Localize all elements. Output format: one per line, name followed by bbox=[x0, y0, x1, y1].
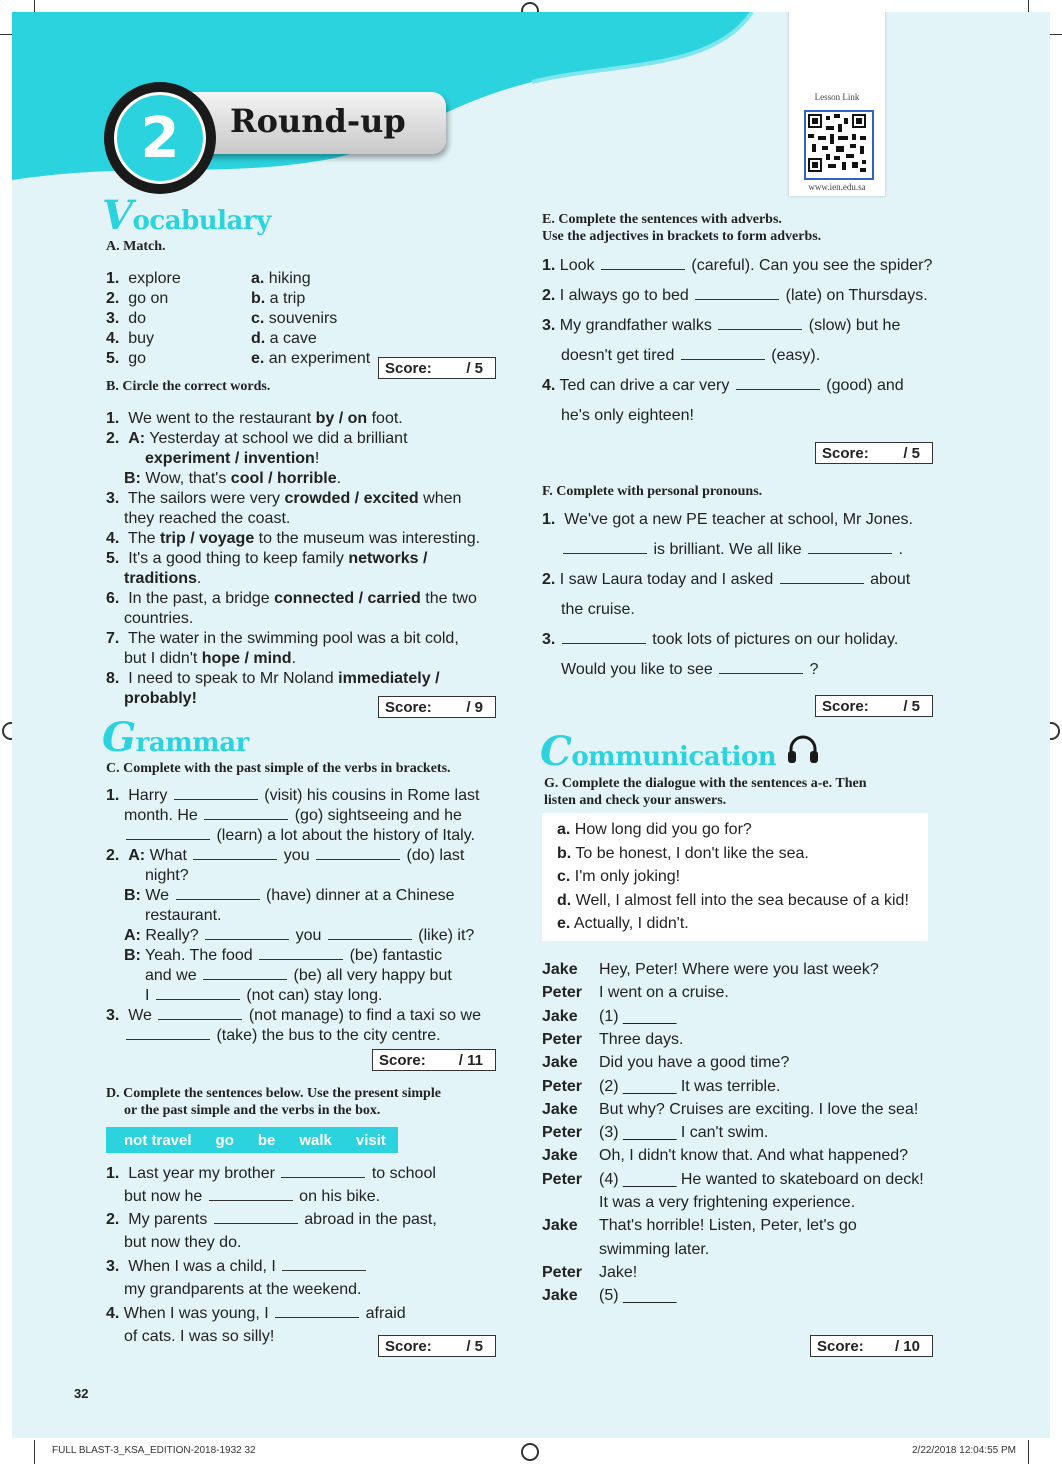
dialogue-line: Oh, I didn't know that. And what happened? bbox=[599, 1147, 909, 1165]
list-item: B: Yeah. The food (be) fantastic bbox=[124, 947, 443, 964]
list-item: they reached the coast. bbox=[124, 510, 291, 527]
dialogue-line: (2) ______ It was terrible. bbox=[599, 1077, 781, 1095]
website-label: www.ien.edu.sa bbox=[808, 182, 866, 192]
instruction-g-line1: G. Complete the dialogue with the sentences a-e. Then bbox=[544, 776, 867, 791]
instruction-f: F. Complete with personal pronouns. bbox=[542, 484, 763, 499]
list-item: 3. My grandfather walks (slow) but he bbox=[542, 317, 901, 334]
dialogue-speaker: Jake bbox=[542, 1217, 578, 1235]
instruction-a: A. Match. bbox=[106, 239, 166, 254]
list-item: doesn't get tired (easy). bbox=[561, 347, 821, 364]
list-item: 4. The trip / voyage to the museum was interesting. bbox=[106, 530, 481, 547]
instruction-c: C. Complete with the past simple of the verbs in brackets. bbox=[106, 761, 451, 776]
list-item: 7. The water in the swimming pool was a bit cold, bbox=[106, 630, 459, 647]
qr-code-icon[interactable] bbox=[804, 110, 874, 180]
dialogue-line: But why? Cruises are exciting. I love the sea! bbox=[599, 1100, 919, 1118]
dialogue-line: swimming later. bbox=[599, 1240, 710, 1258]
list-item: 2. I always go to bed (late) on Thursdays. bbox=[542, 287, 928, 304]
dialogue-speaker: Peter bbox=[542, 1170, 583, 1188]
list-item: the cruise. bbox=[561, 601, 635, 618]
option-item: e. Actually, I didn't. bbox=[557, 915, 689, 932]
option-item: c. I'm only joking! bbox=[557, 868, 681, 885]
list-item: 4. Ted can drive a car very (good) and bbox=[542, 377, 904, 394]
list-item: (take) the bus to the city centre. bbox=[124, 1026, 441, 1046]
match-left-item: 5. go bbox=[106, 350, 147, 367]
dialogue-speaker: Jake bbox=[542, 1054, 578, 1072]
dialogue-line: (3) ______ I can't swim. bbox=[599, 1124, 769, 1142]
registration-mark-icon bbox=[521, 1443, 539, 1461]
score-box-c[interactable]: Score: / 11 bbox=[372, 1049, 496, 1071]
communication-title: Communication bbox=[540, 728, 777, 775]
list-item: 3. When I was a child, I bbox=[106, 1257, 368, 1277]
list-item: 1. We went to the restaurant by / on foot. bbox=[106, 410, 403, 427]
word-box bbox=[106, 1127, 398, 1153]
dialogue-speaker: Peter bbox=[542, 1077, 583, 1095]
grammar-title: Grammar bbox=[102, 714, 249, 761]
score-box-b[interactable]: Score: / 9 bbox=[378, 696, 496, 718]
dialogue-speaker: Peter bbox=[542, 1030, 583, 1048]
match-left-item: 1. explore bbox=[106, 270, 181, 287]
list-item: 2. A: What you (do) last bbox=[106, 847, 465, 864]
dialogue-line: Did you have a good time? bbox=[599, 1054, 790, 1072]
vocabulary-title: Vocabulary bbox=[102, 192, 271, 239]
list-item: night? bbox=[145, 867, 189, 884]
list-item: month. He (go) sightseeing and he bbox=[124, 807, 462, 824]
instruction-e-line1: E. Complete the sentences with adverbs. bbox=[542, 212, 782, 227]
list-item: A: Really? you (like) it? bbox=[124, 927, 475, 944]
list-item: Would you like to see ? bbox=[561, 661, 819, 678]
list-item: 4. When I was young, I afraid bbox=[106, 1305, 406, 1322]
dialogue-line: Jake! bbox=[599, 1263, 638, 1281]
list-item: 2. My parents abroad in the past, bbox=[106, 1211, 437, 1228]
list-item: restaurant. bbox=[145, 907, 222, 924]
list-item: 1. Last year my brother to school bbox=[106, 1165, 436, 1182]
match-right-item: d. a cave bbox=[251, 330, 317, 347]
list-item: 1. We've got a new PE teacher at school, Mr Jones. bbox=[542, 511, 913, 528]
score-box-f[interactable]: Score: / 5 bbox=[815, 695, 933, 717]
list-item: is brilliant. We all like . bbox=[561, 540, 903, 560]
list-item: but now they do. bbox=[124, 1234, 242, 1251]
dialogue-speaker: Jake bbox=[542, 1287, 578, 1305]
dialogue-speaker: Peter bbox=[542, 984, 583, 1002]
score-box-a[interactable]: Score: / 5 bbox=[378, 357, 496, 379]
list-item: traditions. bbox=[124, 570, 202, 587]
list-item: 3. We (not manage) to find a taxi so we bbox=[106, 1007, 481, 1024]
list-item: 2. I saw Laura today and I asked about bbox=[542, 571, 911, 588]
list-item: my grandparents at the weekend. bbox=[124, 1281, 362, 1298]
footer-left: FULL BLAST-3_KSA_EDITION-2018-1932 32 bbox=[52, 1445, 256, 1456]
instruction-b: B. Circle the correct words. bbox=[106, 379, 271, 394]
word-box-item: walk bbox=[299, 1131, 332, 1149]
title-ribbon bbox=[184, 92, 446, 154]
list-item: he's only eighteen! bbox=[561, 407, 694, 424]
option-item: d. Well, I almost fell into the sea because of a kid! bbox=[557, 891, 909, 909]
page-number: 32 bbox=[74, 1386, 89, 1401]
headphones-icon[interactable] bbox=[786, 732, 820, 766]
match-left-item: 2. go on bbox=[106, 290, 169, 307]
list-item: probably! bbox=[124, 690, 197, 707]
list-item: and we (be) all very happy but bbox=[145, 967, 452, 984]
option-item: b. To be honest, I don't like the sea. bbox=[557, 844, 809, 862]
score-box-d[interactable]: Score: / 5 bbox=[378, 1335, 496, 1357]
option-item: a. How long did you go for? bbox=[557, 821, 752, 838]
instruction-e-line2: Use the adjectives in brackets to form adverbs. bbox=[542, 229, 822, 244]
dialogue-speaker: Jake bbox=[542, 1147, 578, 1165]
list-item: 2. A: Yesterday at school we did a brilliant bbox=[106, 430, 408, 447]
instruction-d-line1: D. Complete the sentences below. Use the present simple bbox=[106, 1086, 441, 1101]
dialogue-line: It was a very frightening experience. bbox=[599, 1194, 856, 1211]
list-item: 1. Harry (visit) his cousins in Rome last bbox=[106, 787, 480, 804]
list-item: (learn) a lot about the history of Italy. bbox=[124, 826, 475, 846]
dialogue-line: (1) ______ bbox=[599, 1007, 677, 1025]
score-box-g[interactable]: Score: / 10 bbox=[810, 1335, 933, 1357]
dialogue-speaker: Peter bbox=[542, 1124, 583, 1142]
list-item: B: We (have) dinner at a Chinese bbox=[124, 887, 455, 904]
match-right-item: a. hiking bbox=[251, 270, 311, 287]
list-item: 1. Look (careful). Can you see the spider? bbox=[542, 257, 933, 274]
dialogue-line: (4) ______ He wanted to skateboard on deck! bbox=[599, 1170, 924, 1188]
word-box-item: not travel bbox=[124, 1131, 192, 1149]
list-item: 5. It's a good thing to keep family networks / bbox=[106, 550, 428, 567]
match-right-item: e. an experiment bbox=[251, 350, 371, 367]
unit-number: 2 bbox=[114, 92, 206, 184]
page bbox=[12, 12, 1050, 1438]
list-item: 3. The sailors were very crowded / excited when bbox=[106, 490, 462, 507]
footer-right: 2/22/2018 12:04:55 PM bbox=[912, 1445, 1016, 1456]
list-item: experiment / invention! bbox=[145, 450, 320, 467]
score-box-e[interactable]: Score: / 5 bbox=[815, 442, 933, 464]
match-left-item: 4. buy bbox=[106, 330, 155, 347]
dialogue-line: Hey, Peter! Where were you last week? bbox=[599, 961, 879, 978]
dialogue-speaker: Jake bbox=[542, 1100, 578, 1118]
instruction-g-line2: listen and check your answers. bbox=[544, 793, 727, 808]
list-item: I (not can) stay long. bbox=[145, 987, 383, 1004]
match-left-item: 3. do bbox=[106, 310, 147, 327]
unit-badge bbox=[104, 82, 216, 194]
instruction-d-line2: or the past simple and the verbs in the box. bbox=[124, 1103, 381, 1118]
dialogue-line: (5) ______ bbox=[599, 1287, 677, 1305]
list-item: B: Wow, that's cool / horrible. bbox=[124, 470, 342, 487]
list-item: 6. In the past, a bridge connected / carried the two bbox=[106, 590, 477, 607]
page-title: Round-up bbox=[230, 102, 406, 140]
word-box-item: be bbox=[257, 1131, 276, 1149]
list-item: but I didn't hope / mind. bbox=[124, 650, 297, 667]
dialogue-line: I went on a cruise. bbox=[599, 984, 729, 1002]
list-item: countries. bbox=[124, 610, 194, 627]
dialogue-line: That's horrible! Listen, Peter, let's go bbox=[599, 1217, 857, 1235]
dialogue-line: Three days. bbox=[599, 1030, 684, 1048]
match-right-item: c. souvenirs bbox=[251, 310, 338, 327]
list-item: 3. took lots of pictures on our holiday. bbox=[542, 631, 899, 648]
dialogue-speaker: Jake bbox=[542, 1007, 578, 1025]
word-box-item: go bbox=[215, 1131, 234, 1149]
dialogue-speaker: Peter bbox=[542, 1263, 583, 1281]
list-item: of cats. I was so silly! bbox=[124, 1328, 275, 1345]
lesson-link-label: Lesson Link bbox=[814, 92, 860, 102]
match-right-item: b. a trip bbox=[251, 290, 306, 307]
lesson-link-card[interactable] bbox=[789, 12, 885, 196]
list-item: but now he on his bike. bbox=[124, 1188, 381, 1205]
list-item: 8. I need to speak to Mr Noland immediately / bbox=[106, 670, 440, 687]
word-box-item: visit bbox=[355, 1131, 386, 1149]
dialogue-speaker: Jake bbox=[542, 961, 578, 978]
